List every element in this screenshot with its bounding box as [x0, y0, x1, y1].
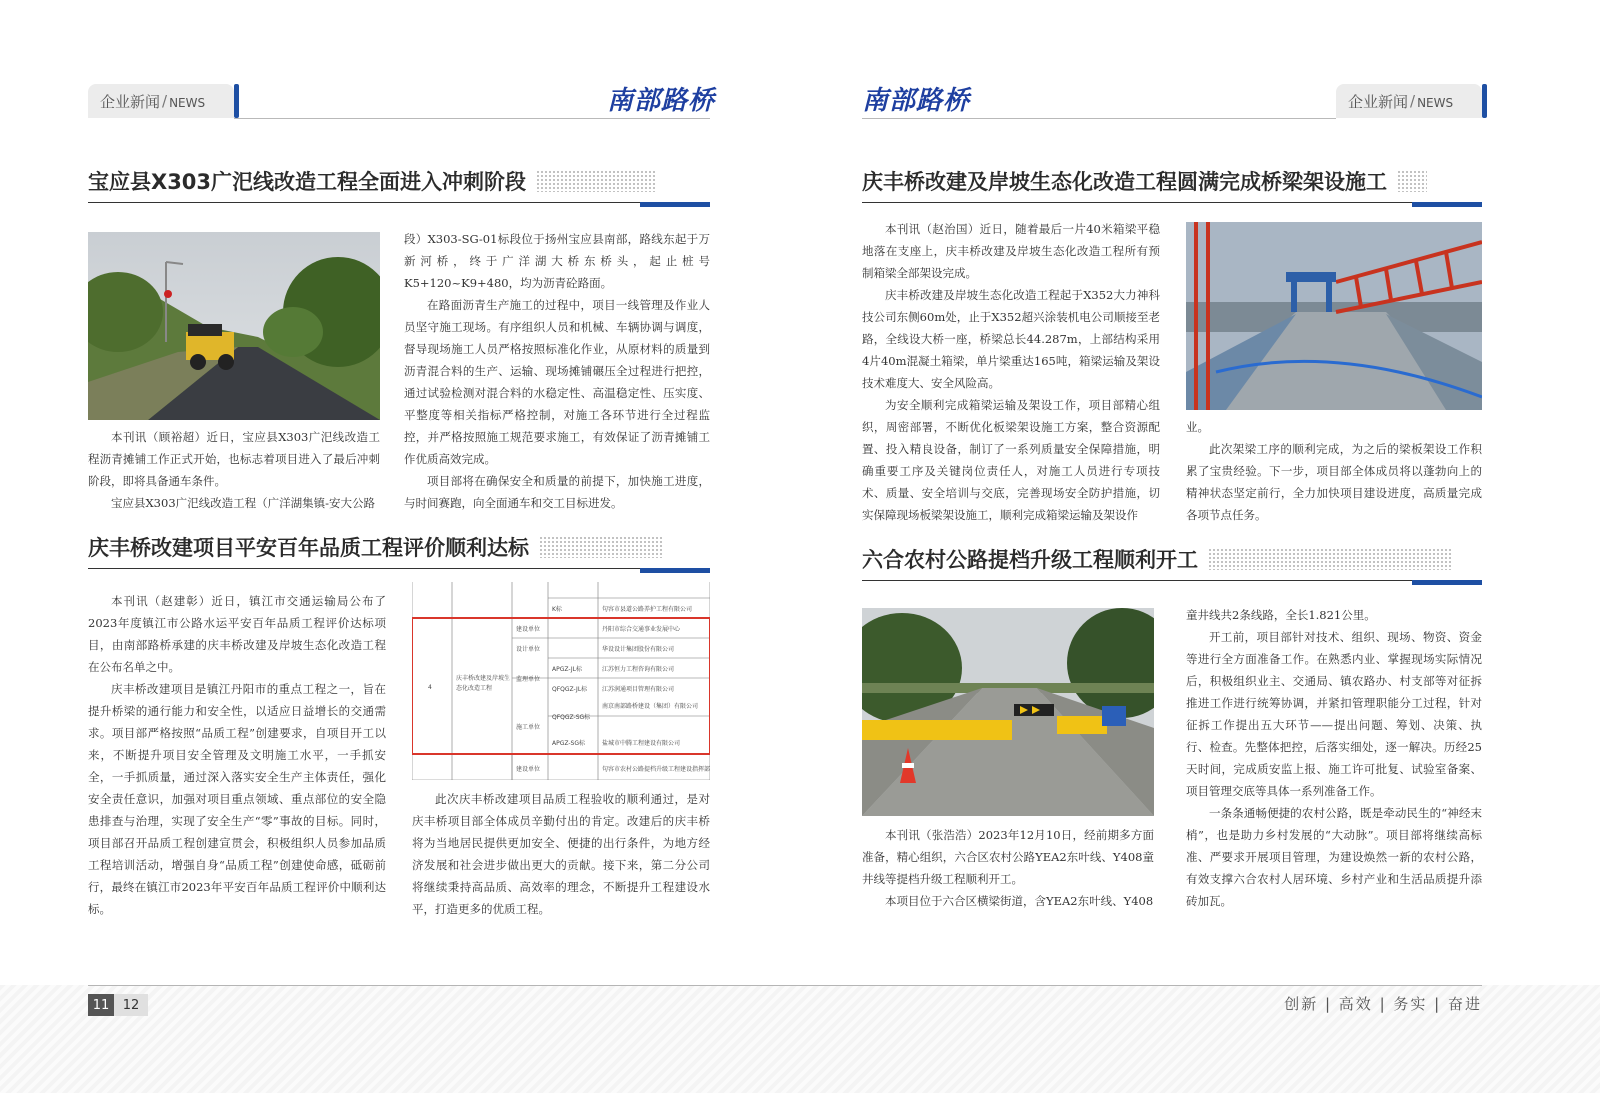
table-unit: 盐城市中腾工程建设有限公司: [602, 740, 681, 747]
table-role: 施工单位: [516, 724, 541, 731]
table-section: K标: [552, 606, 562, 613]
paragraph: 本项目位于六合区横梁街道，含YEA2东叶线、Y408: [885, 894, 1154, 908]
paragraph: 一条条通畅便捷的农村公路，既是牵动民生的“神经末梢”，也是助力乡村发展的“大动脉”。项目部将继续高标准、严要求开展项目管理，为建设焕然一新的农村公路，有效支撑六合农村人居环境、乡村产业和生活品质提升添砖加瓦。: [1186, 806, 1482, 908]
article-headline: [88, 166, 656, 196]
table-unit: 句容市农村公路提档升级工程建设指挥部: [602, 766, 711, 773]
table-unit: 句容市县道公路养护工程有限公司: [602, 606, 693, 613]
header-rule: [862, 118, 1336, 119]
paragraph: 本刊讯（张浩浩）2023年12月10日，经前期多方面准备，精心组织，六合区农村公路YEA2东叶线、Y408童井线等提档升级工程顺利开工。: [862, 828, 1154, 886]
table-unit: 华设设计集团股份有限公司: [602, 646, 675, 653]
article2-body-left: [88, 590, 386, 920]
article2-body-right: [412, 788, 710, 920]
headline-accent: [640, 202, 710, 207]
road-paving-photo: [88, 232, 380, 420]
paragraph: 庆丰桥改建项目是镇江丹阳市的重点工程之一，旨在提升桥梁的通行能力和安全性，以适应日益增长的交通需求。项目部严格按照“品质工程”创建要求，自项目开工以来，不断提升项目安全管理及文明施工水平，一手抓安全，一手抓质量，通过深入落实安全生产主体责任，强化安全责任意识，加强对项目重点领域、重点部位的安全隐患排查与治理，实现了安全生产“零”事故的目标。同时，项目部召开品质工程创建宣贯会，积极组织人员参加品质工程培训活动，增强自身“品质工程”创建使命感，砥砺前行，最终在镇江市2023年平安百年品质工程评价中顺利达标。: [88, 682, 386, 916]
table-project-name: 庆丰桥改建及岸坡生态化改造工程: [456, 675, 511, 692]
article3-body-right: [1186, 416, 1482, 526]
tab-accent-bar: [234, 84, 239, 118]
brand-logo: 南部路桥: [862, 86, 971, 116]
table-section: QFQGZ-SG标: [552, 714, 591, 721]
headline-dots-decoration: [536, 170, 656, 192]
headline-text: 庆丰桥改建及岸坡生态化改造工程圆满完成桥梁架设施工: [862, 170, 1387, 194]
section-label-en: NEWS: [1417, 96, 1454, 110]
paragraph: 本刊讯（顾裕超）近日，宝应县X303广汜线改造工程沥青摊铺工作正式开始，也标志着项目进入了最后冲刺阶段，即将具备通车条件。: [88, 430, 380, 488]
table-section: APGZ-SG标: [552, 740, 586, 747]
table-unit: 南京南部路桥建设（集团）有限公司: [602, 703, 699, 710]
rural-road-construction-photo: [862, 608, 1154, 816]
headline-rule: [88, 202, 710, 203]
table-role: 设计单位: [516, 646, 541, 653]
headline-text: 庆丰桥改建项目平安百年品质工程评价顺利达标: [88, 536, 529, 560]
table-unit: 江苏恒力工程咨询有限公司: [602, 666, 675, 673]
headline-rule: [862, 580, 1482, 581]
section-label-cn: 企业新闻: [1348, 92, 1409, 111]
article4-caption: [862, 824, 1154, 912]
article4-body: [1186, 604, 1482, 912]
headline-dots-decoration: [1208, 548, 1453, 570]
section-tab: [1336, 84, 1482, 118]
award-list-table-image: [412, 582, 710, 780]
bridge-girder-crane-photo: [1186, 222, 1482, 410]
paragraph: 此次庆丰桥改建项目品质工程验收的顺利通过，是对庆丰桥项目部全体成员辛勤付出的肯定。改建后的庆丰桥将为当地居民提供更加安全、便捷的出行条件，为地方经济发展和社会进步做出更大的贡献。接下来，第二分公司将继续秉持高品质、高效率的理念，不断提升工程建设水平，打造更多的优质工程。: [412, 792, 710, 916]
page-number-right: 12: [114, 994, 148, 1016]
section-separator: /: [162, 92, 168, 110]
paragraph: 本刊讯（赵建彰）近日，镇江市交通运输局公布了2023年度镇江市公路水运平安百年品质工程评价达标项目，由南部路桥承建的庆丰桥改建及岸坡生态化改造工程在公布名单之中。: [88, 594, 386, 674]
section-label-en: NEWS: [169, 96, 206, 110]
footer-rule: [88, 985, 1482, 986]
headline-accent: [640, 568, 710, 573]
page-number-left: 11: [88, 994, 114, 1016]
header-rule: [234, 118, 710, 119]
paragraph: 庆丰桥改建及岸坡生态化改造工程起于X352大力神科技公司东侧60m处，止于X352超兴涂装机电公司顺接至老路，全线设大桥一座，桥梁总长44.287m，上部结构采用4片40m混凝土箱梁，单片梁重达165吨，箱梁运输及架设技术难度大、安全风险高。: [862, 288, 1160, 390]
paragraph: 此次架梁工序的顺利完成，为之后的梁板架设工作积累了宝贵经验。下一步，项目部全体成员将以蓬勃向上的精神状态坚定前行，全力加快项目建设进度，高质量完成各项节点任务。: [1186, 442, 1482, 522]
headline-text: 六合农村公路提档升级工程顺利开工: [862, 548, 1198, 572]
article-headline: [862, 166, 1427, 196]
article1-body: [404, 228, 710, 514]
headline-text: 宝应县X303广汜线改造工程全面进入冲刺阶段: [88, 170, 527, 194]
paragraph: 业。: [1186, 420, 1209, 434]
paragraph: 段）X303-SG-01标段位于扬州宝应县南部，路线东起于万新河桥，终于广洋湖大桥东桥头，起止桩号 K5+120~K9+480，均为沥青砼路面。: [404, 232, 710, 290]
section-separator: /: [1410, 92, 1416, 110]
paragraph: 本刊讯（赵治国）近日，随着最后一片40米箱梁平稳地落在支座上，庆丰桥改建及岸坡生态化改造工程所有预制箱梁全部架设完成。: [862, 222, 1160, 280]
paragraph: 开工前，项目部针对技术、组织、现场、物资、资金等进行全方面准备工作。在熟悉内业、掌握现场实际情况后，积极组织业主、交通局、镇农路办、村支部等对征拆推进工作进行统筹协调，并紧扣管理职能分工过程，针对征拆工作提出五大环节——提出问题、筹划、决策、执行、检查。先整体把控，后落实细处，逐一解决。历经25天时间，完成质安监上报、施工许可批复、试验室备案、项目管理交底等具体一系列准备工作。: [1186, 630, 1482, 798]
paragraph: 童井线共2条线路，全长1.821公里。: [1186, 608, 1376, 622]
article-headline: [88, 532, 664, 562]
headline-accent: [1412, 580, 1482, 585]
table-section: APGZ-JL标: [552, 666, 582, 673]
table-role: 建设单位: [516, 766, 541, 773]
section-label-cn: 企业新闻: [100, 92, 161, 111]
right-page: [800, 0, 1600, 1093]
tab-accent-bar: [1482, 84, 1487, 118]
headline-rule: [862, 202, 1482, 203]
article3-body-left: [862, 218, 1160, 526]
footer-slogan: 创新 | 高效 | 务实 | 奋进: [1284, 995, 1482, 1013]
brand-logo: 南部路桥: [607, 86, 716, 116]
table-section: QFQGZ-JL标: [552, 686, 588, 693]
paragraph: 在路面沥青生产施工的过程中，项目一线管理及作业人员坚守施工现场。有序组织人员和机械、车辆协调与调度，督导现场施工人员严格按照标准化作业，从原材料的质量到沥青混合料的生产、运输、现场摊铺碾压全过程进行把控，通过试验检测对混合料的水稳定性、高温稳定性、压实度、平整度等相关指标严格控制，对施工各环节进行全过程监控，并严格按照施工规范要求施工，有效保证了沥青摊铺工作优质高效完成。: [404, 298, 710, 466]
section-tab: [88, 84, 234, 118]
paragraph: 项目部将在确保安全和质量的前提下，加快施工进度，与时间赛跑，向全面通车和交工目标进发。: [404, 474, 710, 510]
headline-rule: [88, 568, 710, 569]
paragraph: 宝应县X303广汜线改造工程（广洋湖集镇-安大公路: [111, 496, 376, 510]
table-unit: 丹阳市综合交通事业发展中心: [602, 626, 681, 633]
table-row-number: 4: [428, 684, 432, 691]
table-unit: 江苏润通项目管理有限公司: [602, 686, 675, 693]
table-role: 监理单位: [516, 676, 541, 683]
headline-dots-decoration: [539, 536, 664, 558]
article-headline: [862, 544, 1453, 574]
headline-accent: [1412, 202, 1482, 207]
table-role: 建设单位: [516, 626, 541, 633]
article1-caption: [88, 426, 380, 514]
paragraph: 为安全顺利完成箱梁运输及架设工作，项目部精心组织，周密部署，不断优化板梁架设施工方案，整合资源配置、投入精良设备，制订了一系列质量安全保障措施，明确重要工序及关键岗位责任人，对施工人员进行专项技术、质量、安全培训与交底，完善现场安全防护措施，切实保障现场板梁架设施工，顺利完成箱梁运输及架设作: [862, 398, 1160, 522]
headline-dots-decoration: [1397, 170, 1427, 192]
